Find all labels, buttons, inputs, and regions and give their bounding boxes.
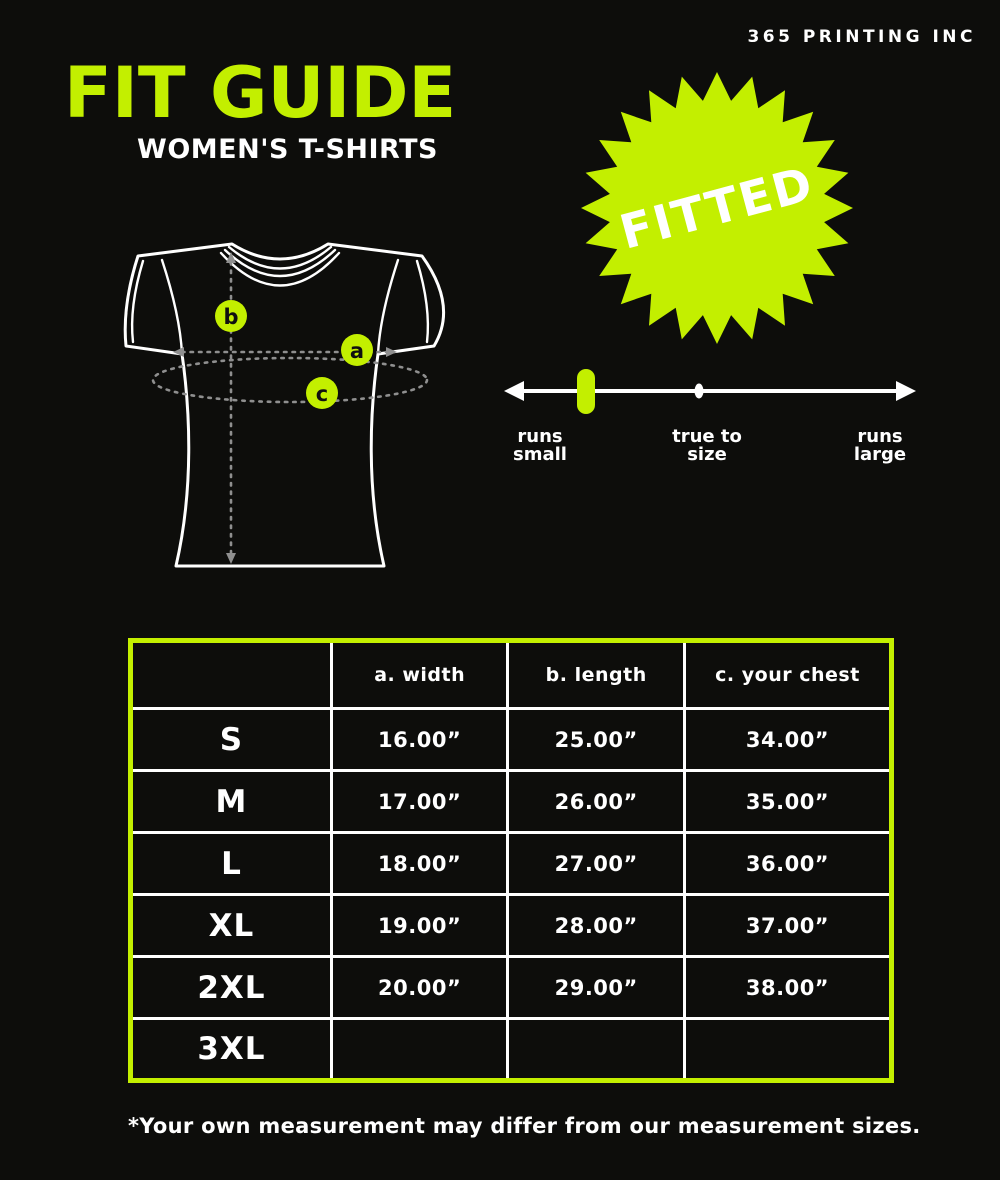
scale-arrow-left-icon xyxy=(504,381,524,401)
fit-scale-svg xyxy=(500,358,920,428)
chest-cell: 38.00” xyxy=(684,957,891,1019)
chest-cell: 37.00” xyxy=(684,895,891,957)
marker-a-label: a xyxy=(349,339,365,363)
header-width: a. width xyxy=(331,641,508,709)
header-length: b. length xyxy=(508,641,685,709)
length-cell: 27.00” xyxy=(508,833,685,895)
table-row xyxy=(131,833,892,895)
tshirt-outline xyxy=(125,244,443,566)
tshirt-diagram xyxy=(110,220,470,600)
fitted-badge-label: FITTED xyxy=(614,156,820,261)
width-cell: 18.00” xyxy=(331,833,508,895)
fitted-badge xyxy=(577,68,857,348)
size-cell: S xyxy=(131,709,332,771)
fit-scale xyxy=(500,358,920,483)
fit-position-marker xyxy=(577,369,595,414)
table-row xyxy=(131,957,892,1019)
fitted-badge-svg xyxy=(577,68,857,348)
width-cell: 20.00” xyxy=(331,957,508,1019)
chest-cell: 36.00” xyxy=(684,833,891,895)
measurement-disclaimer: *Your own measurement may differ from our measurement sizes. xyxy=(128,1114,921,1138)
size-cell: XL xyxy=(131,895,332,957)
chest-cell xyxy=(684,1019,891,1081)
size-cell: L xyxy=(131,833,332,895)
marker-b-label: b xyxy=(223,305,239,329)
width-cell: 17.00” xyxy=(331,771,508,833)
page-subtitle: WOMEN'S T-SHIRTS xyxy=(137,134,438,165)
table-header-row xyxy=(131,641,892,709)
scale-label-runs-large xyxy=(830,428,930,464)
true-to-size-dot xyxy=(695,384,704,399)
length-cell: 26.00” xyxy=(508,771,685,833)
title-block xyxy=(64,52,457,165)
size-cell: 2XL xyxy=(131,957,332,1019)
length-cell: 28.00” xyxy=(508,895,685,957)
length-cell xyxy=(508,1019,685,1081)
tshirt-left-armhole-seam xyxy=(162,260,182,354)
runs-large-line2: large xyxy=(853,444,907,465)
size-cell: 3XL xyxy=(131,1019,332,1081)
size-table-section xyxy=(128,638,894,1083)
scale-label-runs-small xyxy=(490,428,590,464)
length-cell: 29.00” xyxy=(508,957,685,1019)
chest-cell: 35.00” xyxy=(684,771,891,833)
runs-large-line1: runs xyxy=(857,426,903,447)
size-table xyxy=(128,638,894,1083)
true-to-size-line2: size xyxy=(687,444,727,465)
header-size xyxy=(131,641,332,709)
size-cell: M xyxy=(131,771,332,833)
width-cell xyxy=(331,1019,508,1081)
width-arrow-left-icon xyxy=(173,347,184,357)
chest-measure-ellipse xyxy=(153,358,427,402)
length-arrow-down-icon xyxy=(226,553,236,564)
true-to-size-line1: true to xyxy=(672,426,742,447)
table-row xyxy=(131,895,892,957)
tshirt-diagram-svg xyxy=(110,220,470,600)
length-cell: 25.00” xyxy=(508,709,685,771)
brand-name: 365 PRINTING INC xyxy=(747,27,976,47)
marker-c-label: c xyxy=(315,382,329,406)
runs-small-line1: runs xyxy=(517,426,563,447)
table-row xyxy=(131,771,892,833)
table-row xyxy=(131,1019,892,1081)
scale-label-true-to-size xyxy=(647,428,767,464)
tshirt-right-armhole-seam xyxy=(378,260,398,354)
runs-small-line2: small xyxy=(513,444,567,465)
width-arrow-right-icon xyxy=(386,347,397,357)
page-title: FIT GUIDE xyxy=(64,52,457,134)
tshirt-right-sleeve-fold xyxy=(417,261,428,342)
header-chest: c. your chest xyxy=(684,641,891,709)
table-row xyxy=(131,709,892,771)
scale-arrow-right-icon xyxy=(896,381,916,401)
width-cell: 16.00” xyxy=(331,709,508,771)
width-cell: 19.00” xyxy=(331,895,508,957)
chest-cell: 34.00” xyxy=(684,709,891,771)
